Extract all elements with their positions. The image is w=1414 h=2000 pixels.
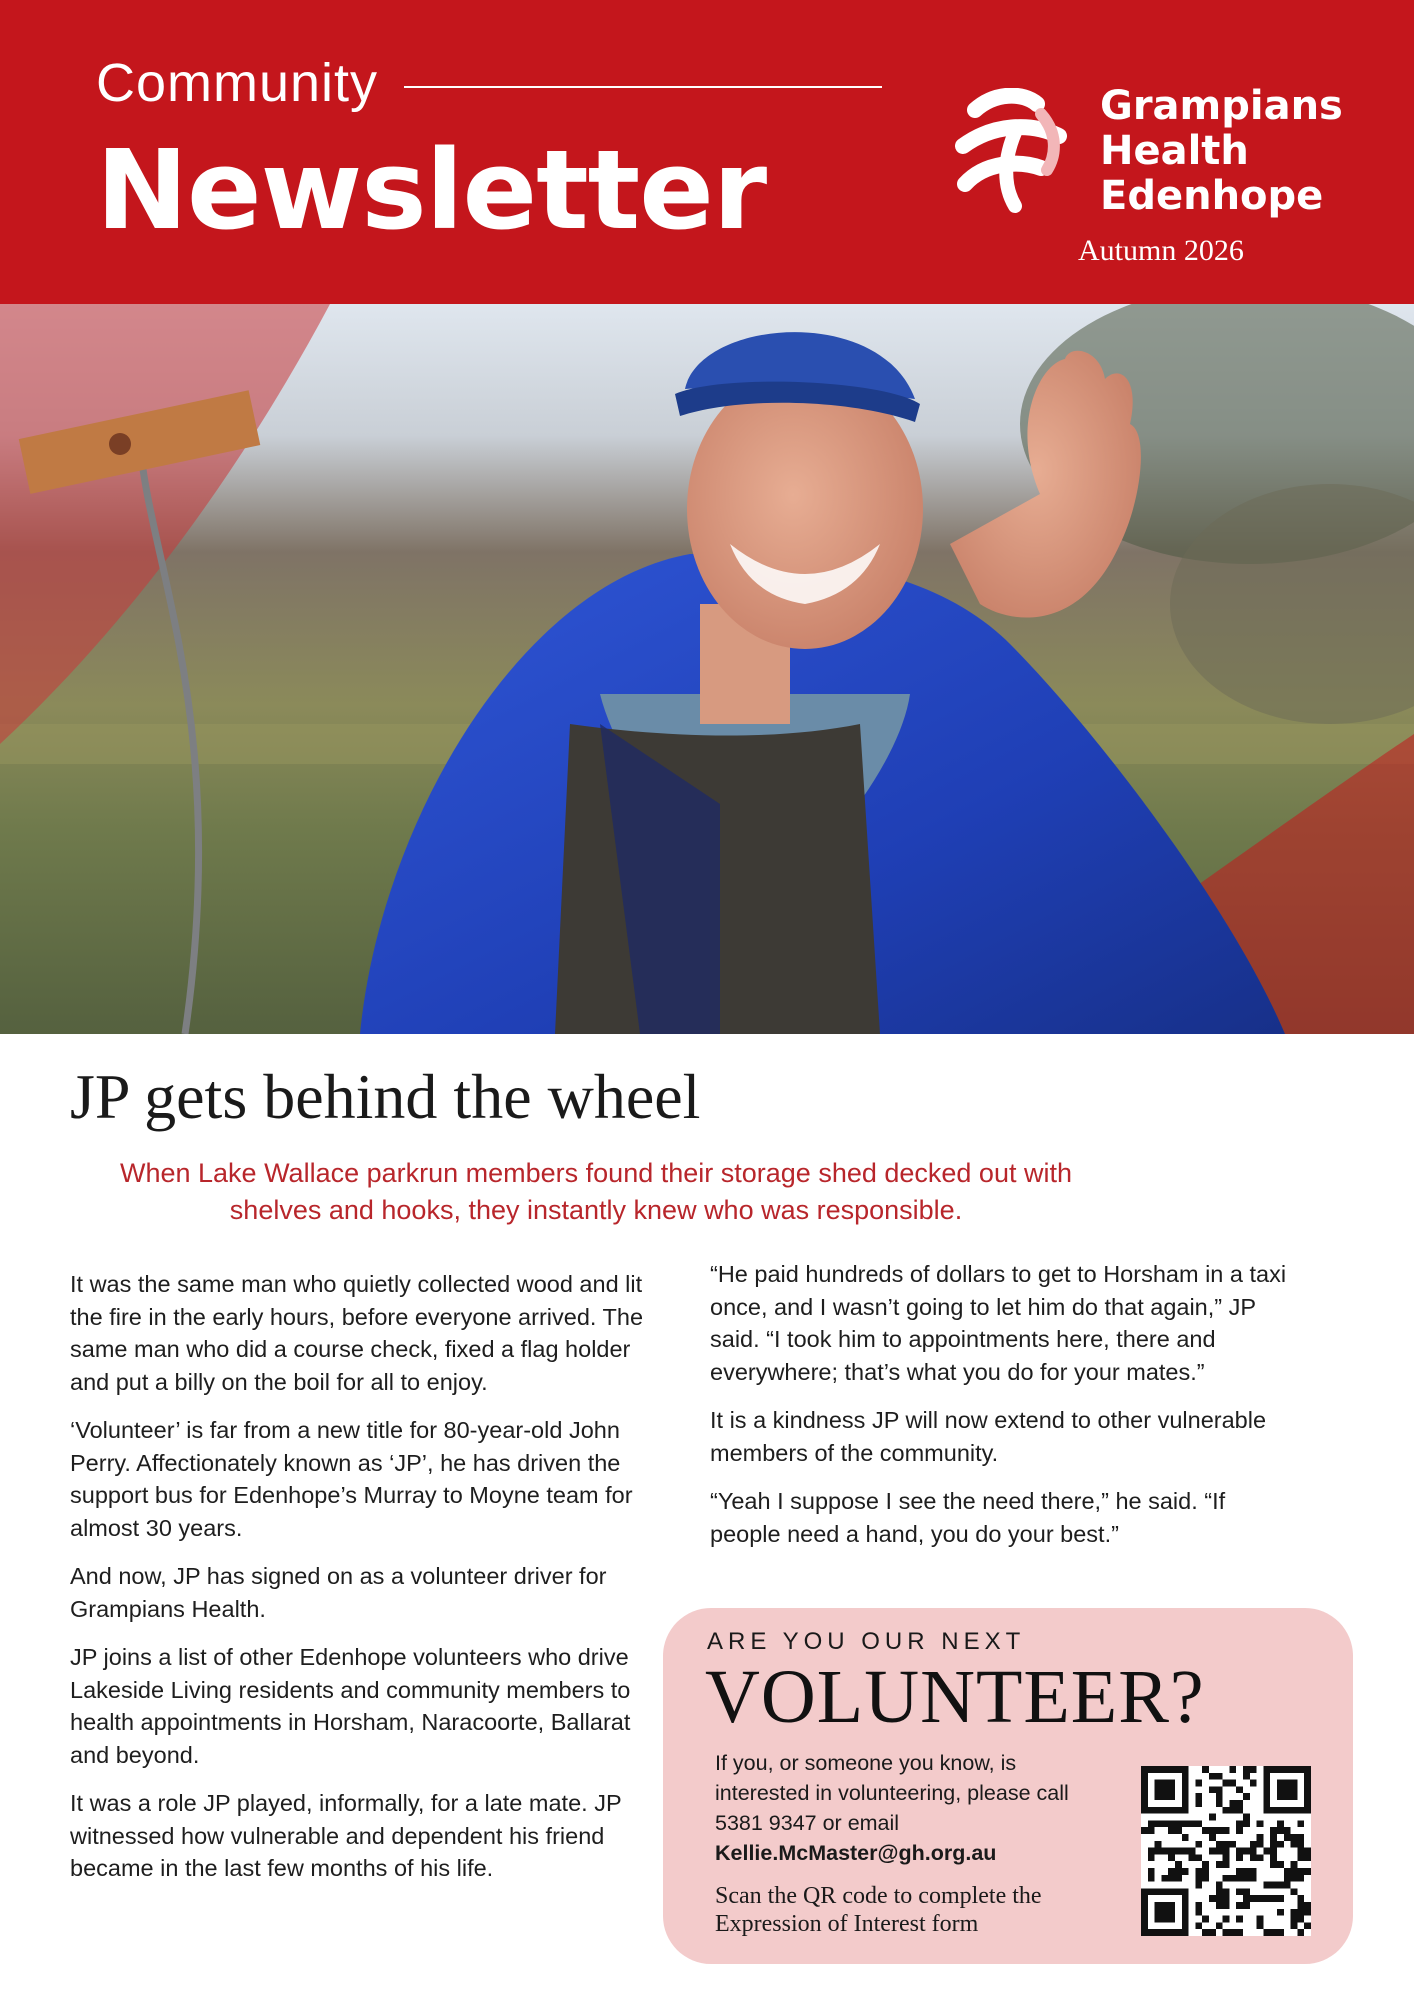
callout-body-text: If you, or someone you know, is interested in volunteering, please call 5381 9347 or email [715,1751,1069,1835]
hero-photo [0,304,1414,1034]
grampians-health-logo-icon [955,88,1067,214]
callout-title: VOLUNTEER? [705,1655,1205,1739]
qr-code-icon[interactable] [1141,1766,1311,1936]
article-paragraph: JP joins a list of other Edenhope volunteers who drive Lakeside Living residents and community members to health appointments in Horsham, Naracoorte, Ballarat and beyond. [70,1644,631,1768]
callout-body [715,1748,1095,1868]
article-paragraph: “Yeah I suppose I see the need there,” he said. “If people need a hand, you do your best.” [710,1488,1226,1547]
newsletter-header [0,0,1414,304]
callout-kicker: ARE YOU OUR NEXT [707,1628,1026,1655]
article-column-left [70,1268,660,1901]
volunteer-callout [663,1608,1353,1964]
article-paragraph: ‘Volunteer’ is far from a new title for 80-year-old John Perry. Affectionately known as ‘JP’, he has driven the support bus for Edenhope’s Murray to Moyne team for almost 30 years. [70,1417,633,1541]
brand-line-3: Edenhope [1100,173,1324,219]
article-paragraph: It was a role JP played, informally, for a late mate. JP witnessed how vulnerable and dependent his friend became in the last few months of his life. [70,1790,622,1881]
article-paragraph: “He paid hundreds of dollars to get to Horsham in a taxi once, and I wasn’t going to let him do that again,” JP said. “I took him to appointments here, there and everywhere; that’s what you do for your mates.” [710,1261,1287,1385]
header-kicker: Community [96,53,379,113]
header-divider-line [404,86,882,88]
article-paragraph: It is a kindness JP will now extend to other vulnerable members of the community. [710,1407,1267,1466]
article-paragraph: And now, JP has signed on as a volunteer driver for Grampians Health. [70,1563,607,1622]
article-headline: JP gets behind the wheel [70,1061,701,1132]
brand-line-2: Health [1100,128,1249,174]
brand-name [1100,84,1343,219]
callout-scan-text: Scan the QR code to complete the Expression of Interest form [715,1883,1042,1937]
article-paragraph: It was the same man who quietly collected wood and lit the fire in the early hours, before everyone arrived. The same man who did a course check, fixed a flag holder and put a billy on the boil for all to enjoy. [70,1271,644,1395]
article-standfirst: When Lake Wallace parkrun members found their storage shed decked out with shelves and hooks, they instantly knew who was responsible. [119,1158,1072,1225]
newsletter-title: Newsletter [96,126,767,254]
volunteer-email-link[interactable]: Kellie.McMaster@gh.org.au [715,1841,997,1865]
edition-label: Autumn 2026 [1078,234,1244,267]
brand-line-1: Grampians [1100,83,1343,129]
article-column-right [710,1258,1290,1566]
